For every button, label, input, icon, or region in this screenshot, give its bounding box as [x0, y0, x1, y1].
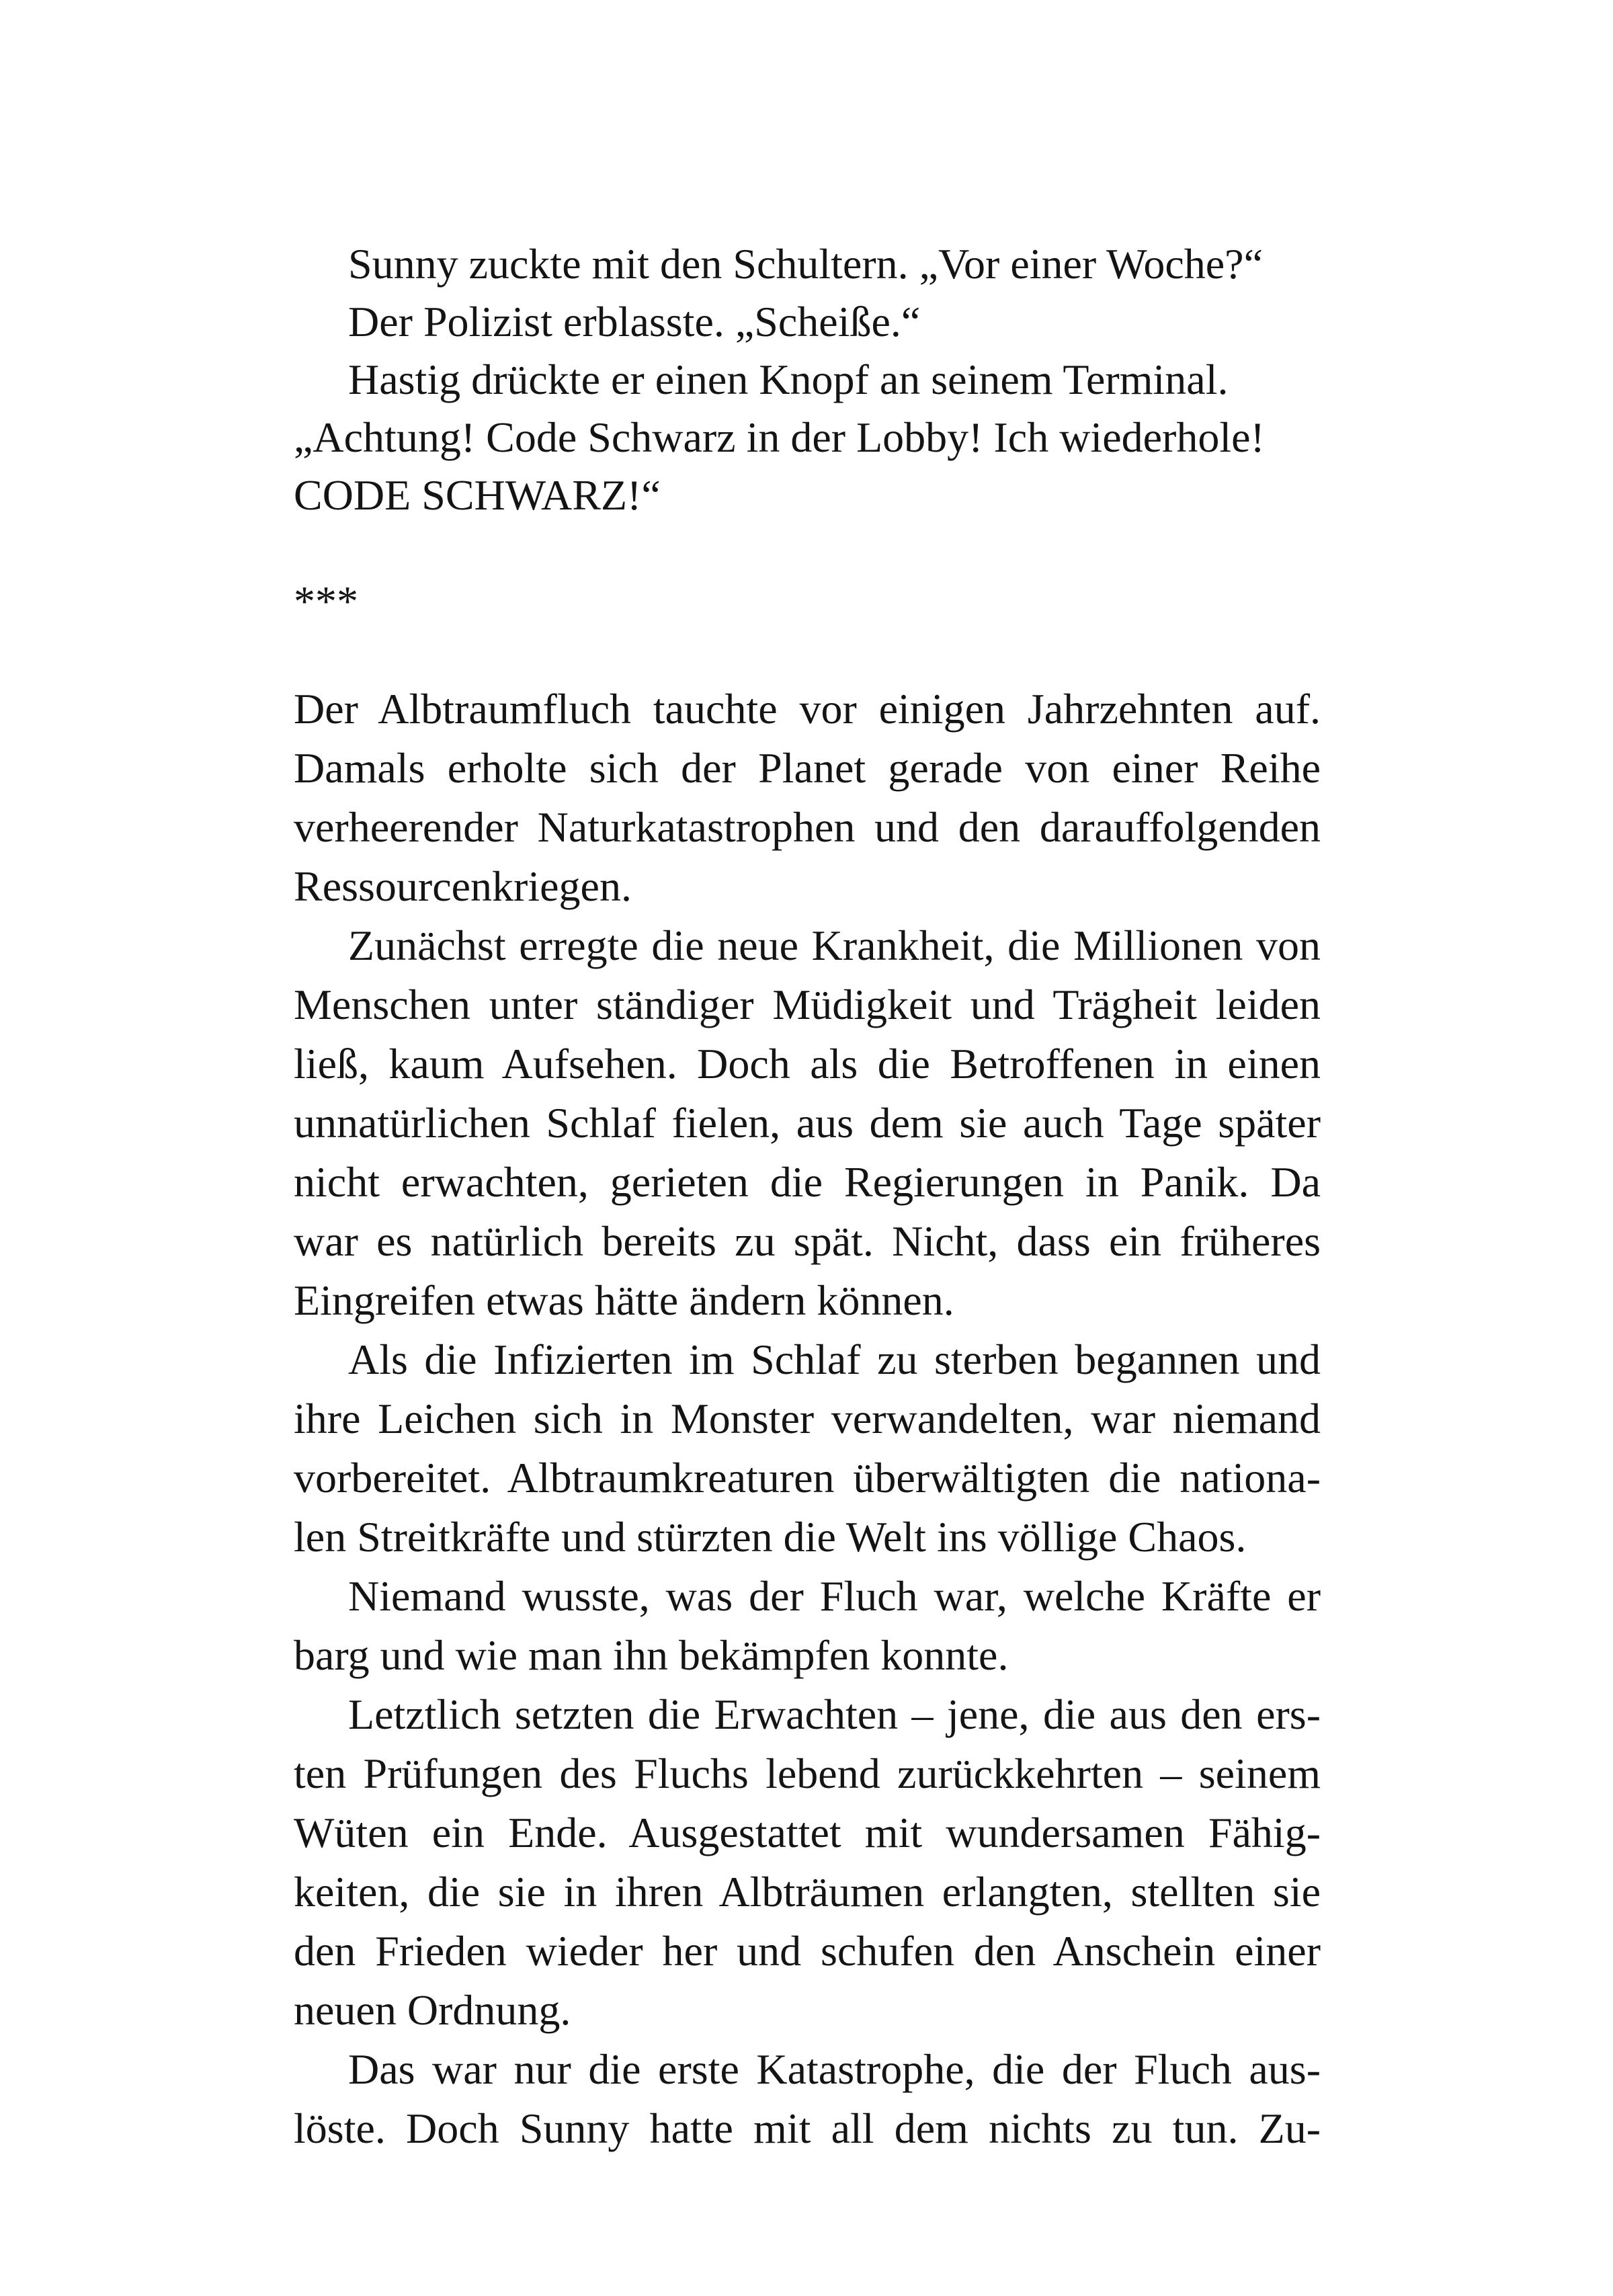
text-line: war es natürlich bereits zu spät. Nicht, dass ein früheres — [294, 1217, 1321, 1265]
text-line: keiten, die sie in ihren Albträumen erlangten, stellten sie — [294, 1868, 1321, 1916]
text-line: CODE SCHWARZ!“ — [294, 471, 661, 519]
text-line: Als die Infizierten im Schlaf zu sterben begannen und — [348, 1336, 1321, 1383]
text-line: Sunny zuckte mit den Schultern. „Vor einer Woche?“ — [348, 240, 1263, 288]
text-line: verheerender Naturkatastrophen und den darauffolgenden — [294, 803, 1321, 851]
text-line: neuen Ordnung. — [294, 1986, 571, 2034]
text-line: Menschen unter ständiger Müdigkeit und Trägheit leiden — [294, 981, 1321, 1028]
paragraph — [294, 916, 1321, 1330]
text-line: Damals erholte sich der Planet gerade von einer Reihe — [294, 744, 1321, 792]
text-line: ließ, kaum Aufsehen. Doch als die Betroffenen in einen — [294, 1040, 1321, 1088]
paragraph — [294, 351, 1321, 524]
text-line: ihre Leichen sich in Monster verwandelten, war niemand — [294, 1395, 1321, 1442]
text-line: barg und wie man ihn bekämpfen konnte. — [294, 1631, 1009, 1679]
text-line: Der Albtraumfluch tauchte vor einigen Jahrzehnten auf. — [294, 685, 1321, 733]
text-line: Niemand wusste, was der Fluch war, welche Kräfte er — [348, 1572, 1321, 1620]
paragraph — [294, 680, 1321, 916]
text-line: Letztlich setzten die Erwachten – jene, die aus den ers- — [348, 1690, 1321, 1738]
paragraph — [294, 2040, 1321, 2158]
paragraph — [294, 1567, 1321, 1685]
text-line: Wüten ein Ende. Ausgestattet mit wundersamen Fähig- — [294, 1809, 1321, 1856]
text-line: Hastig drückte er einen Knopf an seinem Terminal. — [348, 356, 1229, 403]
text-line: ten Prüfungen des Fluchs lebend zurückkehrten – seinem — [294, 1750, 1321, 1797]
paragraph — [294, 293, 1321, 351]
text-line: löste. Doch Sunny hatte mit all dem nichts zu tun. Zu- — [294, 2104, 1321, 2152]
text-line: Der Polizist erblasste. „Scheiße.“ — [348, 298, 921, 345]
text-line: Zunächst erregte die neue Krankheit, die Millionen von — [348, 921, 1321, 969]
text-line: Das war nur die erste Katastrophe, die der Fluch aus- — [348, 2045, 1321, 2093]
text-line: Ressourcenkriegen. — [294, 862, 632, 910]
paragraph — [294, 1685, 1321, 2040]
text-line: nicht erwachten, gerieten die Regierungen in Panik. Da — [294, 1158, 1321, 1206]
scene-break-asterisks: *** — [294, 577, 358, 625]
text-line: len Streitkräfte und stürzten die Welt ins völlige Chaos. — [294, 1513, 1247, 1561]
narrative-block — [294, 680, 1321, 2158]
text-line: den Frieden wieder her und schufen den Anschein einer — [294, 1927, 1321, 1975]
paragraph — [294, 1330, 1321, 1567]
text-line: unnatürlichen Schlaf fielen, aus dem sie auch Tage später — [294, 1099, 1321, 1147]
text-line: „Achtung! Code Schwarz in der Lobby! Ich wiederhole! — [294, 413, 1265, 461]
dialogue-block — [294, 235, 1321, 524]
paragraph — [294, 235, 1321, 293]
text-line: vorbereitet. Albtraumkreaturen überwältigten die nationa- — [294, 1454, 1321, 1502]
text-line: Eingreifen etwas hätte ändern können. — [294, 1276, 954, 1324]
scene-break — [294, 573, 1321, 630]
